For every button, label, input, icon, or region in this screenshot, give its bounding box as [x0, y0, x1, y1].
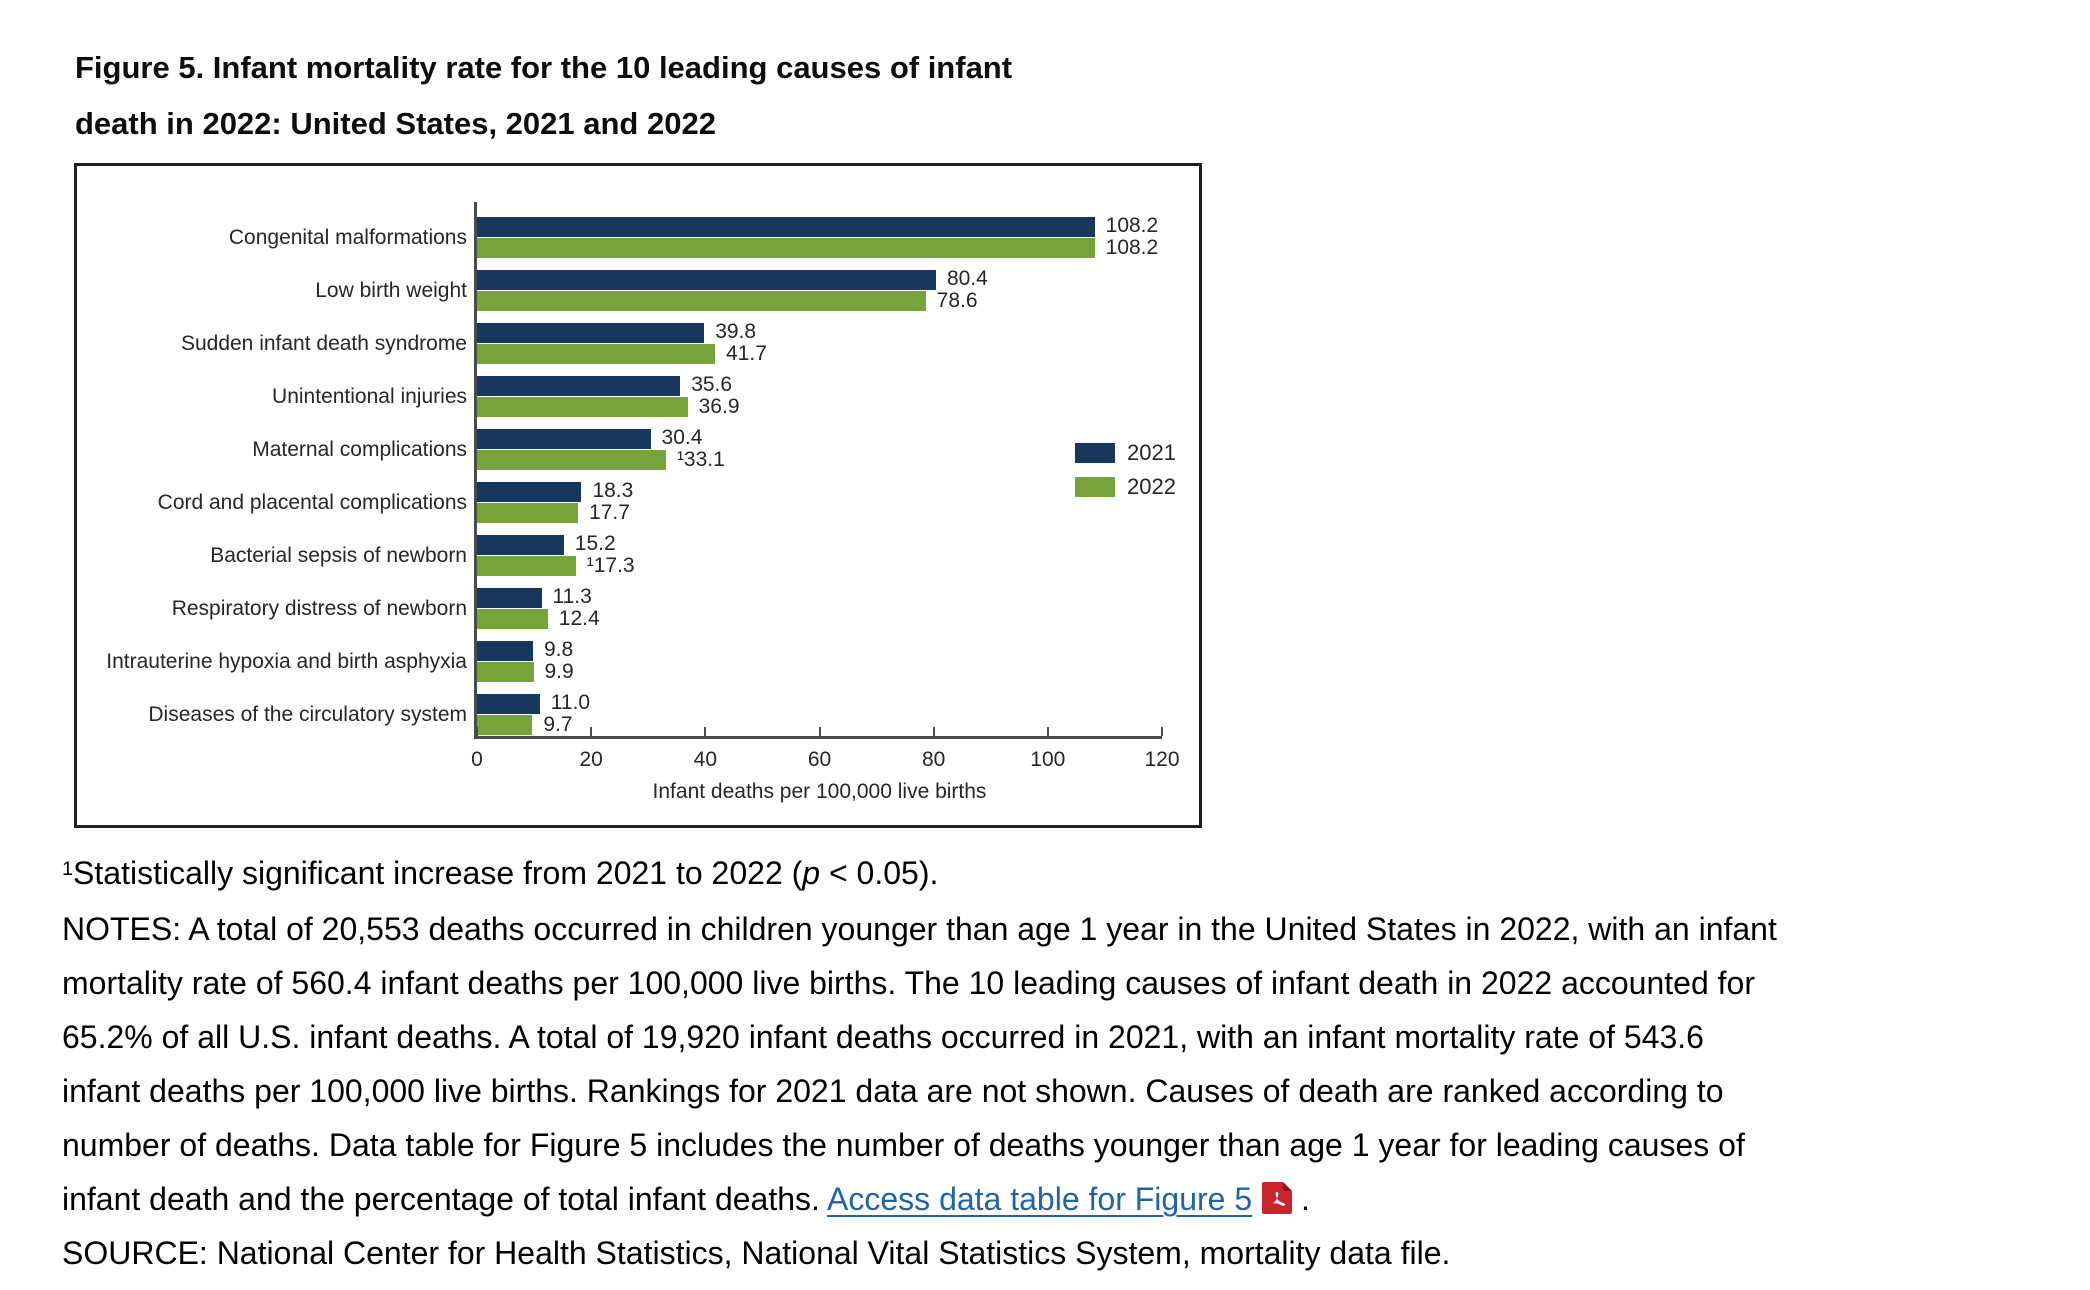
bar-2022: [477, 291, 926, 311]
value-label-2021: 39.8: [715, 320, 757, 343]
figure-title-line2: death in 2022: United States, 2021 and 2022: [75, 106, 716, 141]
bar-2022: [477, 503, 578, 523]
bar-2021: [477, 217, 1095, 237]
axis-tick-label: 60: [807, 748, 832, 771]
bar-2021: [477, 376, 680, 396]
value-label-2022: 36.9: [698, 395, 740, 418]
chart-row: [77, 479, 1199, 524]
bar-2022: [477, 238, 1095, 258]
value-label-2022: 9.7: [543, 713, 573, 736]
value-label-2022: ¹33.1: [676, 448, 725, 471]
category-label: Cord and placental complications: [157, 491, 467, 514]
axis-tick-label: 0: [471, 748, 483, 771]
chart-row: [77, 320, 1199, 365]
value-label-2022: 108.2: [1105, 236, 1159, 259]
axis-tick: [1047, 727, 1049, 736]
notes-line6-suffix: .: [1292, 1181, 1310, 1217]
axis-tick-label: 20: [579, 748, 603, 771]
bar-2022: [477, 397, 688, 417]
value-label-2021: 80.4: [946, 267, 988, 290]
axis-tick: [590, 727, 592, 736]
chart-row: [77, 691, 1199, 736]
value-label-2021: 11.3: [552, 585, 592, 608]
bar-2021: [477, 270, 936, 290]
notes-line-1: NOTES: A total of 20,553 deaths occurred in children younger than age 1 year in the United States in 2022, with an infant: [62, 911, 1777, 947]
category-label: Congenital malformations: [228, 226, 467, 249]
value-label-2022: 17.7: [589, 501, 630, 524]
category-label: Respiratory distress of newborn: [171, 597, 467, 620]
y-axis-line: [474, 202, 477, 739]
category-label: Bacterial sepsis of newborn: [210, 544, 467, 567]
figure-title: [75, 40, 1012, 152]
category-label: Sudden infant death syndrome: [180, 332, 467, 355]
chart-row: [77, 585, 1199, 630]
bar-chart: [74, 163, 1202, 828]
legend-swatch-2022: [1075, 477, 1115, 497]
value-label-2022: 41.7: [726, 342, 767, 365]
chart-row: [77, 214, 1199, 259]
legend-label-2021: 2021: [1127, 440, 1176, 465]
value-label-2022: 9.9: [544, 660, 574, 683]
bar-2022: [477, 556, 576, 576]
bar-2022: [477, 344, 715, 364]
axis-tick: [704, 727, 706, 736]
axis-tick-label: 40: [693, 748, 717, 771]
notes-line-3: 65.2% of all U.S. infant deaths. A total of 19,920 infant deaths occurred in 2021, with an infant mortality rate of 543.6: [62, 1019, 1704, 1055]
value-label-2021: 35.6: [691, 373, 733, 396]
figure-title-line1: Figure 5. Infant mortality rate for the 10 leading causes of infant: [75, 50, 1013, 85]
legend-label-2022: 2022: [1127, 474, 1176, 499]
footnote-text-before: Statistically significant increase from 2021 to 2022 (: [73, 855, 803, 891]
category-label: Diseases of the circulatory system: [148, 703, 467, 726]
axis-tick-label: 120: [1144, 748, 1180, 771]
pdf-icon[interactable]: [1262, 1176, 1292, 1208]
category-label: Low birth weight: [315, 279, 467, 302]
notes-line-5: number of deaths. Data table for Figure 5 includes the number of deaths younger than age 1 year for leading causes of: [62, 1127, 1745, 1163]
axis-tick-label: 80: [921, 748, 946, 771]
bar-2022: [477, 662, 534, 682]
axis-tick: [933, 727, 935, 736]
value-label-2021: 18.3: [592, 479, 634, 502]
value-label-2021: 15.2: [574, 532, 616, 555]
value-label-2021: 30.4: [661, 426, 703, 449]
category-label: Intrauterine hypoxia and birth asphyxia: [106, 650, 467, 673]
footnote-text-after: < 0.05).: [820, 855, 939, 891]
footnote: [62, 846, 938, 900]
plot-area: [77, 166, 1199, 825]
bar-2022: [477, 450, 666, 470]
x-axis-line: [474, 736, 1162, 739]
bar-2021: [477, 641, 533, 661]
source-line: SOURCE: National Center for Health Statistics, National Vital Statistics System, mortality data file.: [62, 1235, 1451, 1271]
footnote-p-italic: p: [802, 855, 821, 891]
value-label-2021: 9.8: [543, 638, 574, 661]
value-label-2022: ¹17.3: [586, 554, 635, 577]
chart-row: [77, 426, 1199, 471]
bar-2022: [477, 609, 548, 629]
chart-row: [77, 532, 1199, 577]
chart-row: [77, 373, 1199, 418]
bar-2021: [477, 694, 540, 714]
category-label: Unintentional injuries: [272, 385, 467, 408]
value-label-2022: 78.6: [936, 289, 978, 312]
notes-line6-prefix: infant death and the percentage of total infant deaths.: [62, 1181, 828, 1217]
bar-2021: [477, 588, 542, 608]
chart-row: [77, 267, 1199, 312]
value-label-2021: 108.2: [1105, 214, 1159, 237]
value-label-2022: 12.4: [558, 607, 600, 630]
axis-tick: [1161, 727, 1163, 736]
bar-2021: [477, 323, 704, 343]
x-axis-title: Infant deaths per 100,000 live births: [652, 780, 987, 803]
notes-line-6: [62, 1172, 1310, 1226]
notes-line-2: mortality rate of 560.4 infant deaths per 100,000 live births. The 10 leading causes of infant death in 2022 accounted for: [62, 965, 1755, 1001]
footnote-superscript: 1: [62, 858, 74, 880]
bar-2022: [477, 715, 532, 735]
category-label: Maternal complications: [252, 438, 467, 461]
bar-2021: [477, 429, 651, 449]
bar-2021: [477, 535, 564, 555]
legend-swatch-2021: [1075, 443, 1115, 463]
access-data-table-link[interactable]: Access data table for Figure 5: [827, 1181, 1253, 1217]
axis-tick: [819, 727, 821, 736]
notes-line-4: infant deaths per 100,000 live births. Rankings for 2021 data are not shown. Causes of death are ranked according to: [62, 1073, 1724, 1109]
chart-row: [77, 638, 1199, 683]
value-label-2021: 11.0: [550, 691, 591, 714]
axis-tick-label: 100: [1030, 748, 1066, 771]
bar-2021: [477, 482, 581, 502]
